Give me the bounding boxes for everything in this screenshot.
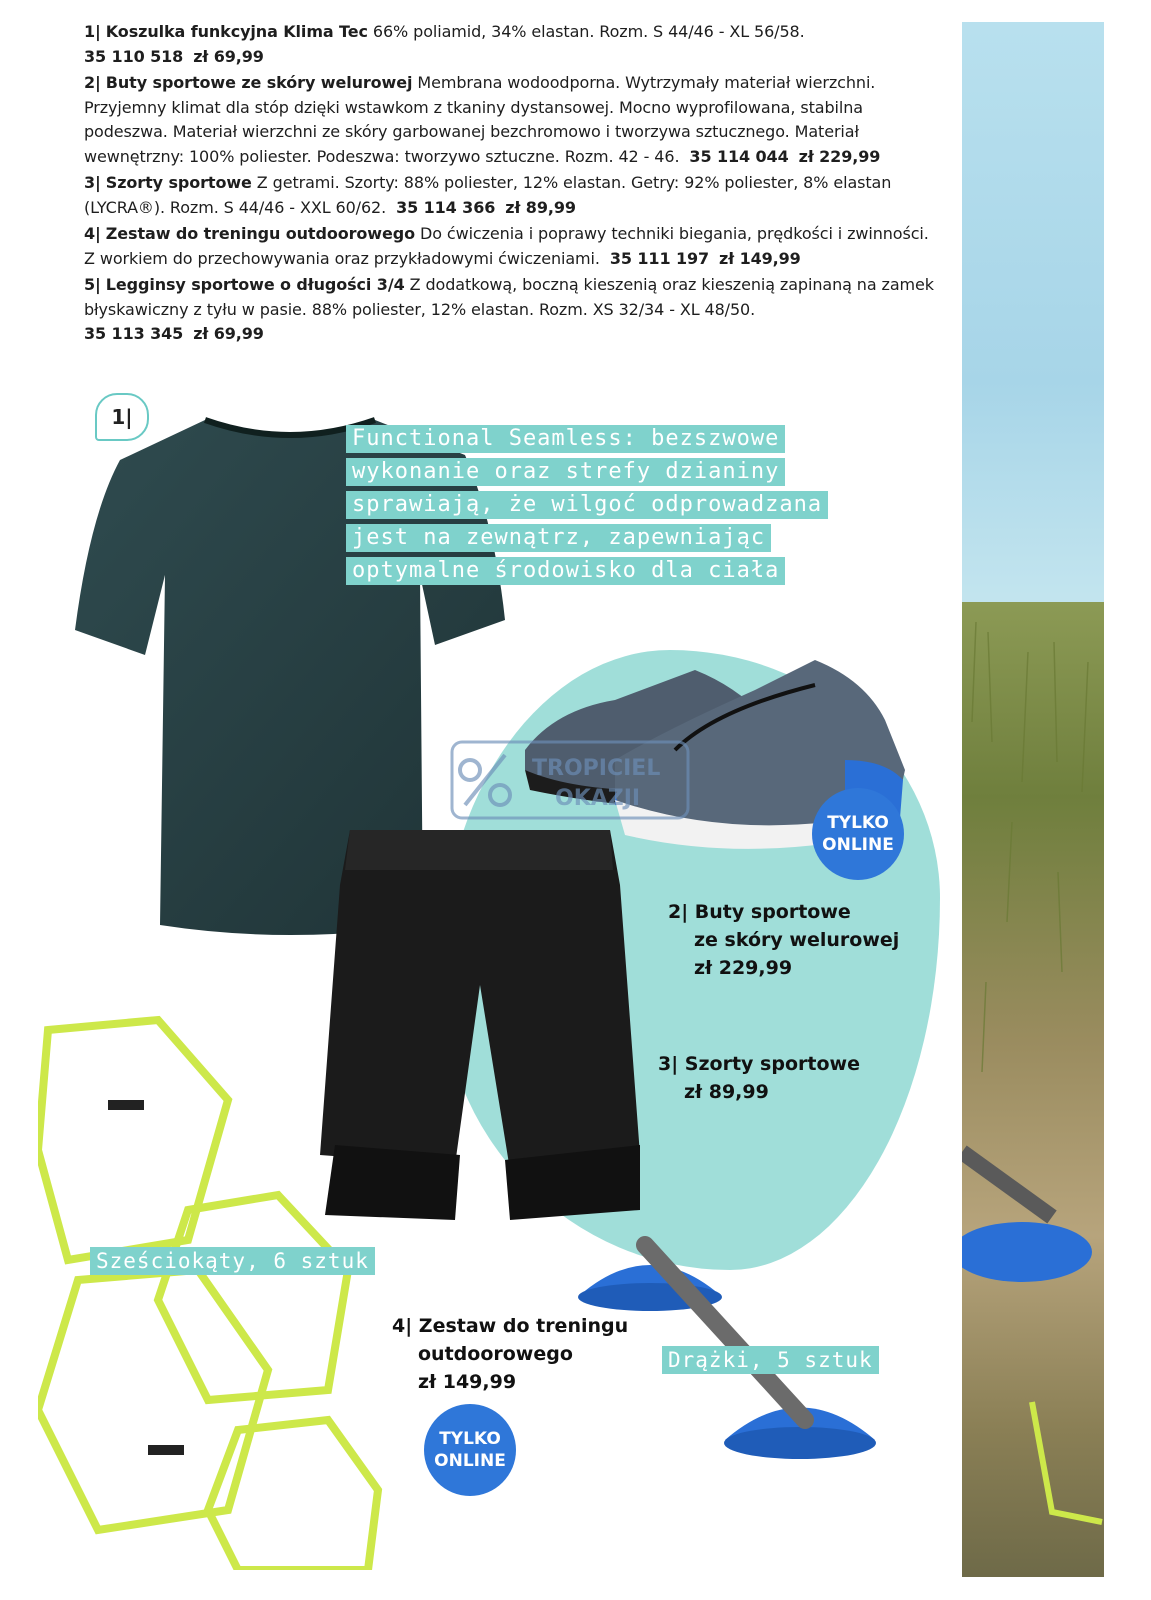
description-item-1	[84, 20, 944, 69]
label-number: 3|	[658, 1053, 679, 1075]
item-description: Membrana wodoodporna. Wytrzymały materiał wierzchni. Przyjemny klimat dla stóp dzięki wstawkom z tkaniny dystansowej. Mocno wyprofilowana, stabilna podeszwa. Materiał wierzchni ze skóry garbowanej bezchromowo i tworzywa sztucznego. Materiał wewnętrzny: 100% poliester. Podeszwa: tworzywo sztuczne. Rozm. 42 - 46.	[84, 73, 876, 166]
item-code: 35 114 044	[689, 146, 789, 166]
shorts-image	[315, 825, 645, 1225]
item-description: Z getrami. Szorty: 88% poliester, 12% elastan. Getry: 92% poliester, 8% elastan (LYCRA®). Rozm. S 44/46 - XXL 60/62.	[84, 173, 892, 217]
item-number: 3|	[84, 173, 101, 192]
description-item-2	[84, 71, 944, 169]
item-price: zł 69,99	[193, 46, 264, 66]
description-item-3	[84, 171, 944, 220]
item-number: 1|	[84, 22, 101, 41]
description-item-4	[84, 222, 944, 271]
label-line1: Szorty sportowe	[684, 1053, 860, 1075]
watermark-logo	[450, 740, 690, 820]
item-code: 35 114 366	[396, 197, 496, 217]
percent-icon	[450, 740, 690, 820]
label-price: zł 229,99	[694, 957, 793, 979]
hexagons-tag: Sześciokąty, 6 sztuk	[90, 1247, 375, 1275]
label-line1: Buty sportowe	[694, 901, 851, 923]
shorts-label	[658, 1050, 860, 1106]
label-number: 4|	[392, 1315, 413, 1337]
item-code: 35 111 197	[609, 248, 710, 268]
item-name: Koszulka funkcyjna Klima Tec	[105, 22, 368, 41]
poles-tag: Drążki, 5 sztuk	[662, 1346, 879, 1374]
feature-highlight-text	[346, 425, 866, 590]
item-price: zł 149,99	[719, 248, 801, 268]
shoes-label	[668, 898, 899, 982]
item-description: Do ćwiczenia i poprawy techniki biegania, prędkości i zwinności. Z workiem do przechowywania oraz przykładowymi ćwiczeniami.	[84, 224, 929, 268]
feature-line: sprawiają, że wilgoć odprowadzana	[346, 491, 828, 519]
online-only-badge-set	[424, 1404, 516, 1496]
item-number: 5|	[84, 275, 101, 294]
watermark-line-1: TROPICIEL	[532, 756, 661, 781]
item-price: zł 89,99	[505, 197, 576, 217]
item-name: Buty sportowe ze skóry welurowej	[105, 73, 413, 92]
feature-line: jest na zewnątrz, zapewniając	[346, 524, 771, 552]
watermark-line-2: OKAZJI	[555, 786, 641, 811]
item-number: 2|	[84, 73, 101, 92]
item-price: zł 229,99	[798, 146, 881, 166]
training-set-label	[392, 1312, 628, 1396]
label-price: zł 89,99	[684, 1081, 769, 1103]
feature-line: wykonanie oraz strefy dzianiny	[346, 458, 785, 486]
item-name: Zestaw do treningu outdoorowego	[105, 224, 415, 243]
description-item-5	[84, 273, 944, 347]
online-badge-line2: ONLINE	[434, 1451, 506, 1471]
label-price: zł 149,99	[418, 1371, 517, 1393]
label-line1: Zestaw do treningu	[418, 1315, 629, 1337]
item-price: zł 69,99	[193, 324, 264, 343]
item-description: 66% poliamid, 34% elastan. Rozm. S 44/46 - XL 56/58.	[372, 22, 805, 41]
outdoor-photo-strip	[962, 22, 1104, 1577]
item-description: Z dodatkową, boczną kieszenią oraz kieszenią zapinaną na zamek błyskawiczny z tyłu w pasie. 88% poliester, 12% elastan. Rozm. XS 32/34 - XL 48/50.	[84, 275, 934, 319]
feature-line: optymalne środowisko dla ciała	[346, 557, 785, 585]
online-only-badge-shoes	[812, 788, 904, 880]
label-line2: ze skóry welurowej	[694, 929, 900, 951]
field-props-image	[962, 22, 1104, 1577]
feature-line: Functional Seamless: bezszwowe	[346, 425, 785, 453]
item-name: Szorty sportowe	[105, 173, 252, 192]
item-badge-1: 1|	[95, 393, 149, 441]
item-name: Legginsy sportowe o długości 3/4	[105, 275, 405, 294]
online-badge-line2: ONLINE	[822, 835, 894, 855]
item-code: 35 113 345	[84, 324, 184, 343]
online-badge-line1: TYLKO	[827, 813, 889, 833]
item-number: 4|	[84, 224, 101, 243]
item-code: 35 110 518	[84, 46, 184, 66]
label-line2: outdoorowego	[418, 1343, 573, 1365]
label-number: 2|	[668, 901, 689, 923]
product-descriptions	[84, 20, 944, 349]
online-badge-line1: TYLKO	[439, 1429, 501, 1449]
